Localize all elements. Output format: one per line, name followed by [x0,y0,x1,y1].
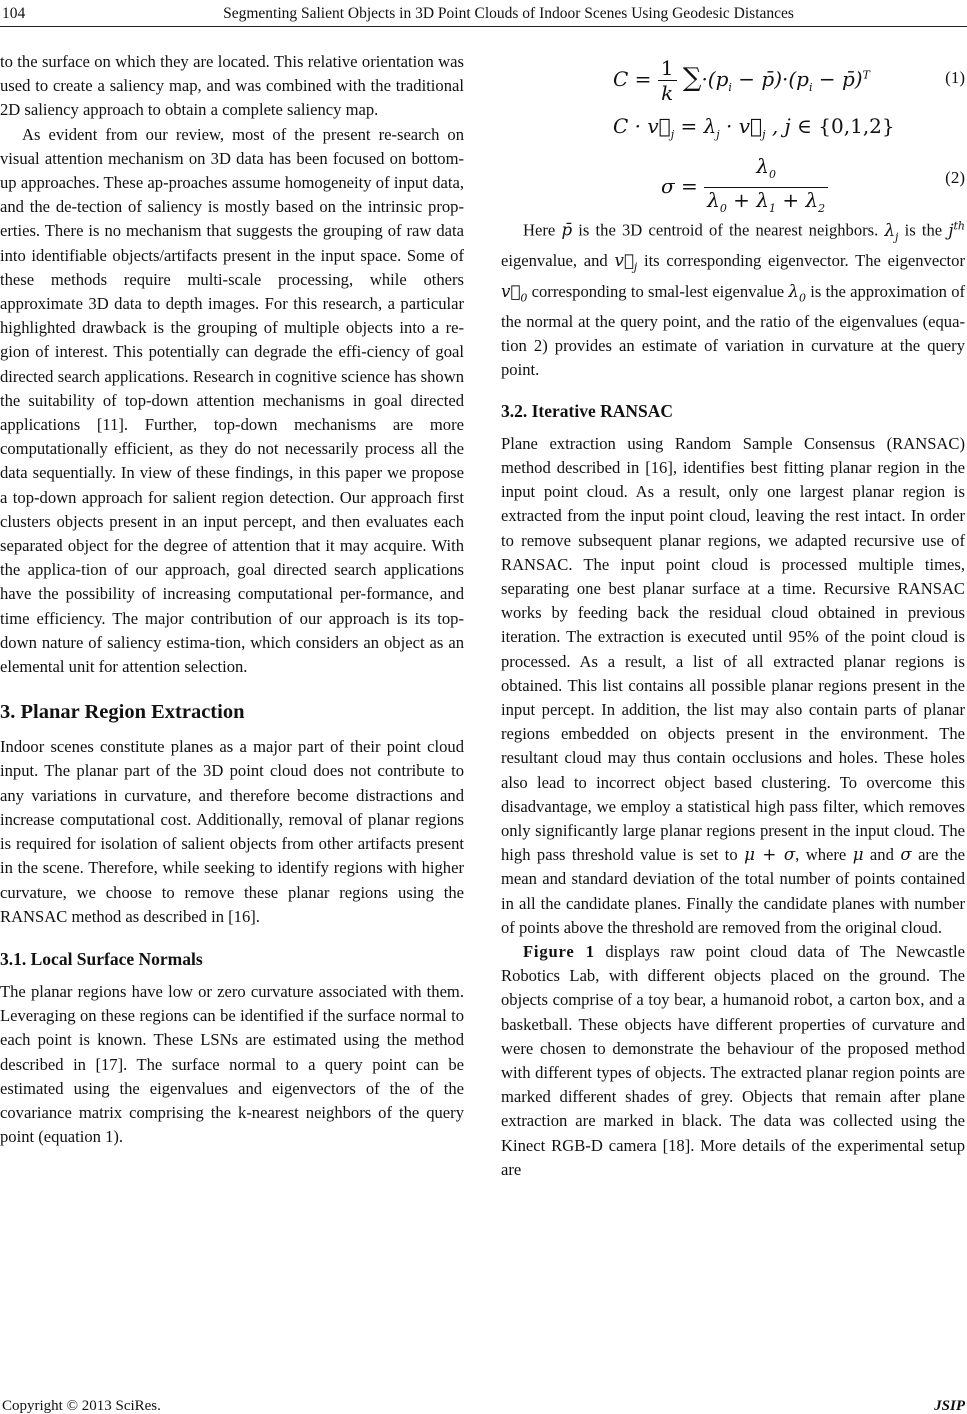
figure-reference: Figure 1 [523,941,595,961]
page-header [0,0,967,28]
equation-1-body: C = $\frac{1}{k}$ $\sum\cdot(p_i$ − $p̄)\cdot(p_i$ − p̄)$^T$ [613,56,870,106]
paragraph: The planar regions have low or zero curvature associated with them. Leveraging on these regions can be identified if the surface normal to each point is known. These LSNs are estimated using the method described in [17]. The surface normal to a query point can be estimated using the eigenvalues and eigenvectors of the of the covariance matrix comprising the k-nearest neighbors of the query point (equation 1). [0,981,464,1147]
paragraph: Plane extraction using Random Sample Consensus (RANSAC) method described in [16], identifies best fitting planar region in the input point cloud. As a result, only one largest planar region is extracted from the input point cloud, leaving the rest intact. In order to remove subsequent planar regions, we adapted recursive use of RANSAC. The input point cloud is processed multiple times, separating one best planar surface at a time. Recursive RANSAC works by feeding back the residual cloud obtained in previous iteration. The extraction is executed until 95% of the point cloud is processed. As a result, a list of all extracted planar regions is obtained. This list contains all possible planar regions present in the input percept. In addition, the list may also contain parts of planar regions embedded on objects present in the environment. The resultant cloud may thus contain occlusions and holes. These holes also lead to incorrect object based clustering. To overcome this disadvantage, we employ a statistical high pass filter, which removes only significantly large planar regions present in the input cloud. The high pass threshold value is set to μ + σ, where μ and σ are the mean and standard deviation of the total number of points contained in all the candidate planes. Finally the candidate planes with number of points above the threshold are removed from the original cloud. [501,433,966,937]
paragraph: to the surface on which they are located. This relative orientation was used to create a saliency map, and was combined with the traditional 2D saliency approach to obtain a complete saliency map. [0,52,464,120]
header-rule [0,26,967,27]
page-number: 104 [2,5,26,22]
subsection-heading: 3.2. Iterative RANSAC [501,400,674,421]
equation-2 [501,150,965,214]
paragraph: Indoor scenes constitute planes as a major part of their point cloud input. The planar part of the 3D point cloud does not contribute to any variations in curvature, and therefore become distractions and increase computational cost. Additionally, removal of planar regions is required for isolation of salient objects from other artifacts present in the scene. Therefore, while seeking to identify regions with higher curvature, we choose to remove these planar regions using the RANSAC method as described in [16]. [0,737,464,926]
journal-abbrev: JSIP [934,1398,965,1414]
equation-number: (1) [945,68,965,87]
equation-1 [501,50,965,108]
section-heading: 3. Planar Region Extraction [0,701,245,724]
copyright-text: Copyright © 2013 SciRes. [2,1398,161,1414]
equation-2-body: σ = $\frac{\lambda_0}{\lambda_0 + \lambda_1 + \lambda_2}$ [661,154,828,221]
equation-eigen-body: $C \cdot v⃗_j = \lambda_j$ · $v⃗_j$ , j ∈ {0,1,2} [613,114,895,141]
paragraph: Figure 1 displays raw point cloud data of The Newcastle Robotics Lab, with different objects placed on the ground. The objects comprise of a toy bear, a humanoid robot, a carton box, and a basketball. These objects have different properties of curvature and were chosen to demonstrate the behaviour of the proposed method with different types of objects. The extracted planar region points are marked different shades of grey. Objects that remain after plane extraction are marked in black. The data was collected using the Kinect RGB-D camera [18]. More details of the experimental setup are [501,941,965,1179]
equation-eigen [501,108,965,150]
left-column [0,50,464,1149]
equation-number: (2) [945,168,965,187]
paragraph: Here p̄ is the 3D centroid of the nearest neighbors. $\lambda_j$ is the $j^{th}$ eigenvalue, and $v⃗_j$ its corresponding eigenvector. The eigenvector $v⃗_0$ corresponding to smal-lest eigenvalue $\lambda_0$ is the approximation of the normal at the query point, and the ratio of the eigenvalues (equa-tion 2) provides an estimate of variation in curvature at the query point. [501,219,966,380]
subsection-heading: 3.1. Local Surface Normals [0,948,203,969]
running-title: Segmenting Salient Objects in 3D Point Clouds of Indoor Scenes Using Geodesic Distances [223,5,794,22]
paragraph: As evident from our review, most of the present re-search on visual attention mechanism on 3D data has been focused on bottom-up approaches. These ap-proaches assume homogeneity of input data, and the de-tection of saliency is mostly based on the intrinsic prop-erties. There is no mechanism that suggests the grouping of raw data into identifiable objects/artifacts present in the input space. Some of these methods require multi-scale processing, while others approximate 3D data to depth images. For this research, a particular highlighted drawback is the grouping of multiple objects into a re-gion of interest. This potentially can degrade the effi-ciency of goal directed search applications. Research in cognitive science has shown the suitability of top-down attention mechanisms in goal directed applications [11]. Further, top-down mechanisms are more computationally efficient, as they do not necessarily process all the data sequentially. In view of these findings, in this paper we propose a top-down approach for salient region detection. Our approach first clusters objects present in an input percept, and then evaluates each separated object for the degree of attention that it may acquire. With the applica-tion of our approach, goal directed search applications have the possibility of increasing computational per-formance, and time efficiency. The major contribution of our approach is its top-down nature of saliency estima-tion, which considers an object as an elemental unit for attention selection. [0,124,464,677]
right-column [501,50,965,1182]
